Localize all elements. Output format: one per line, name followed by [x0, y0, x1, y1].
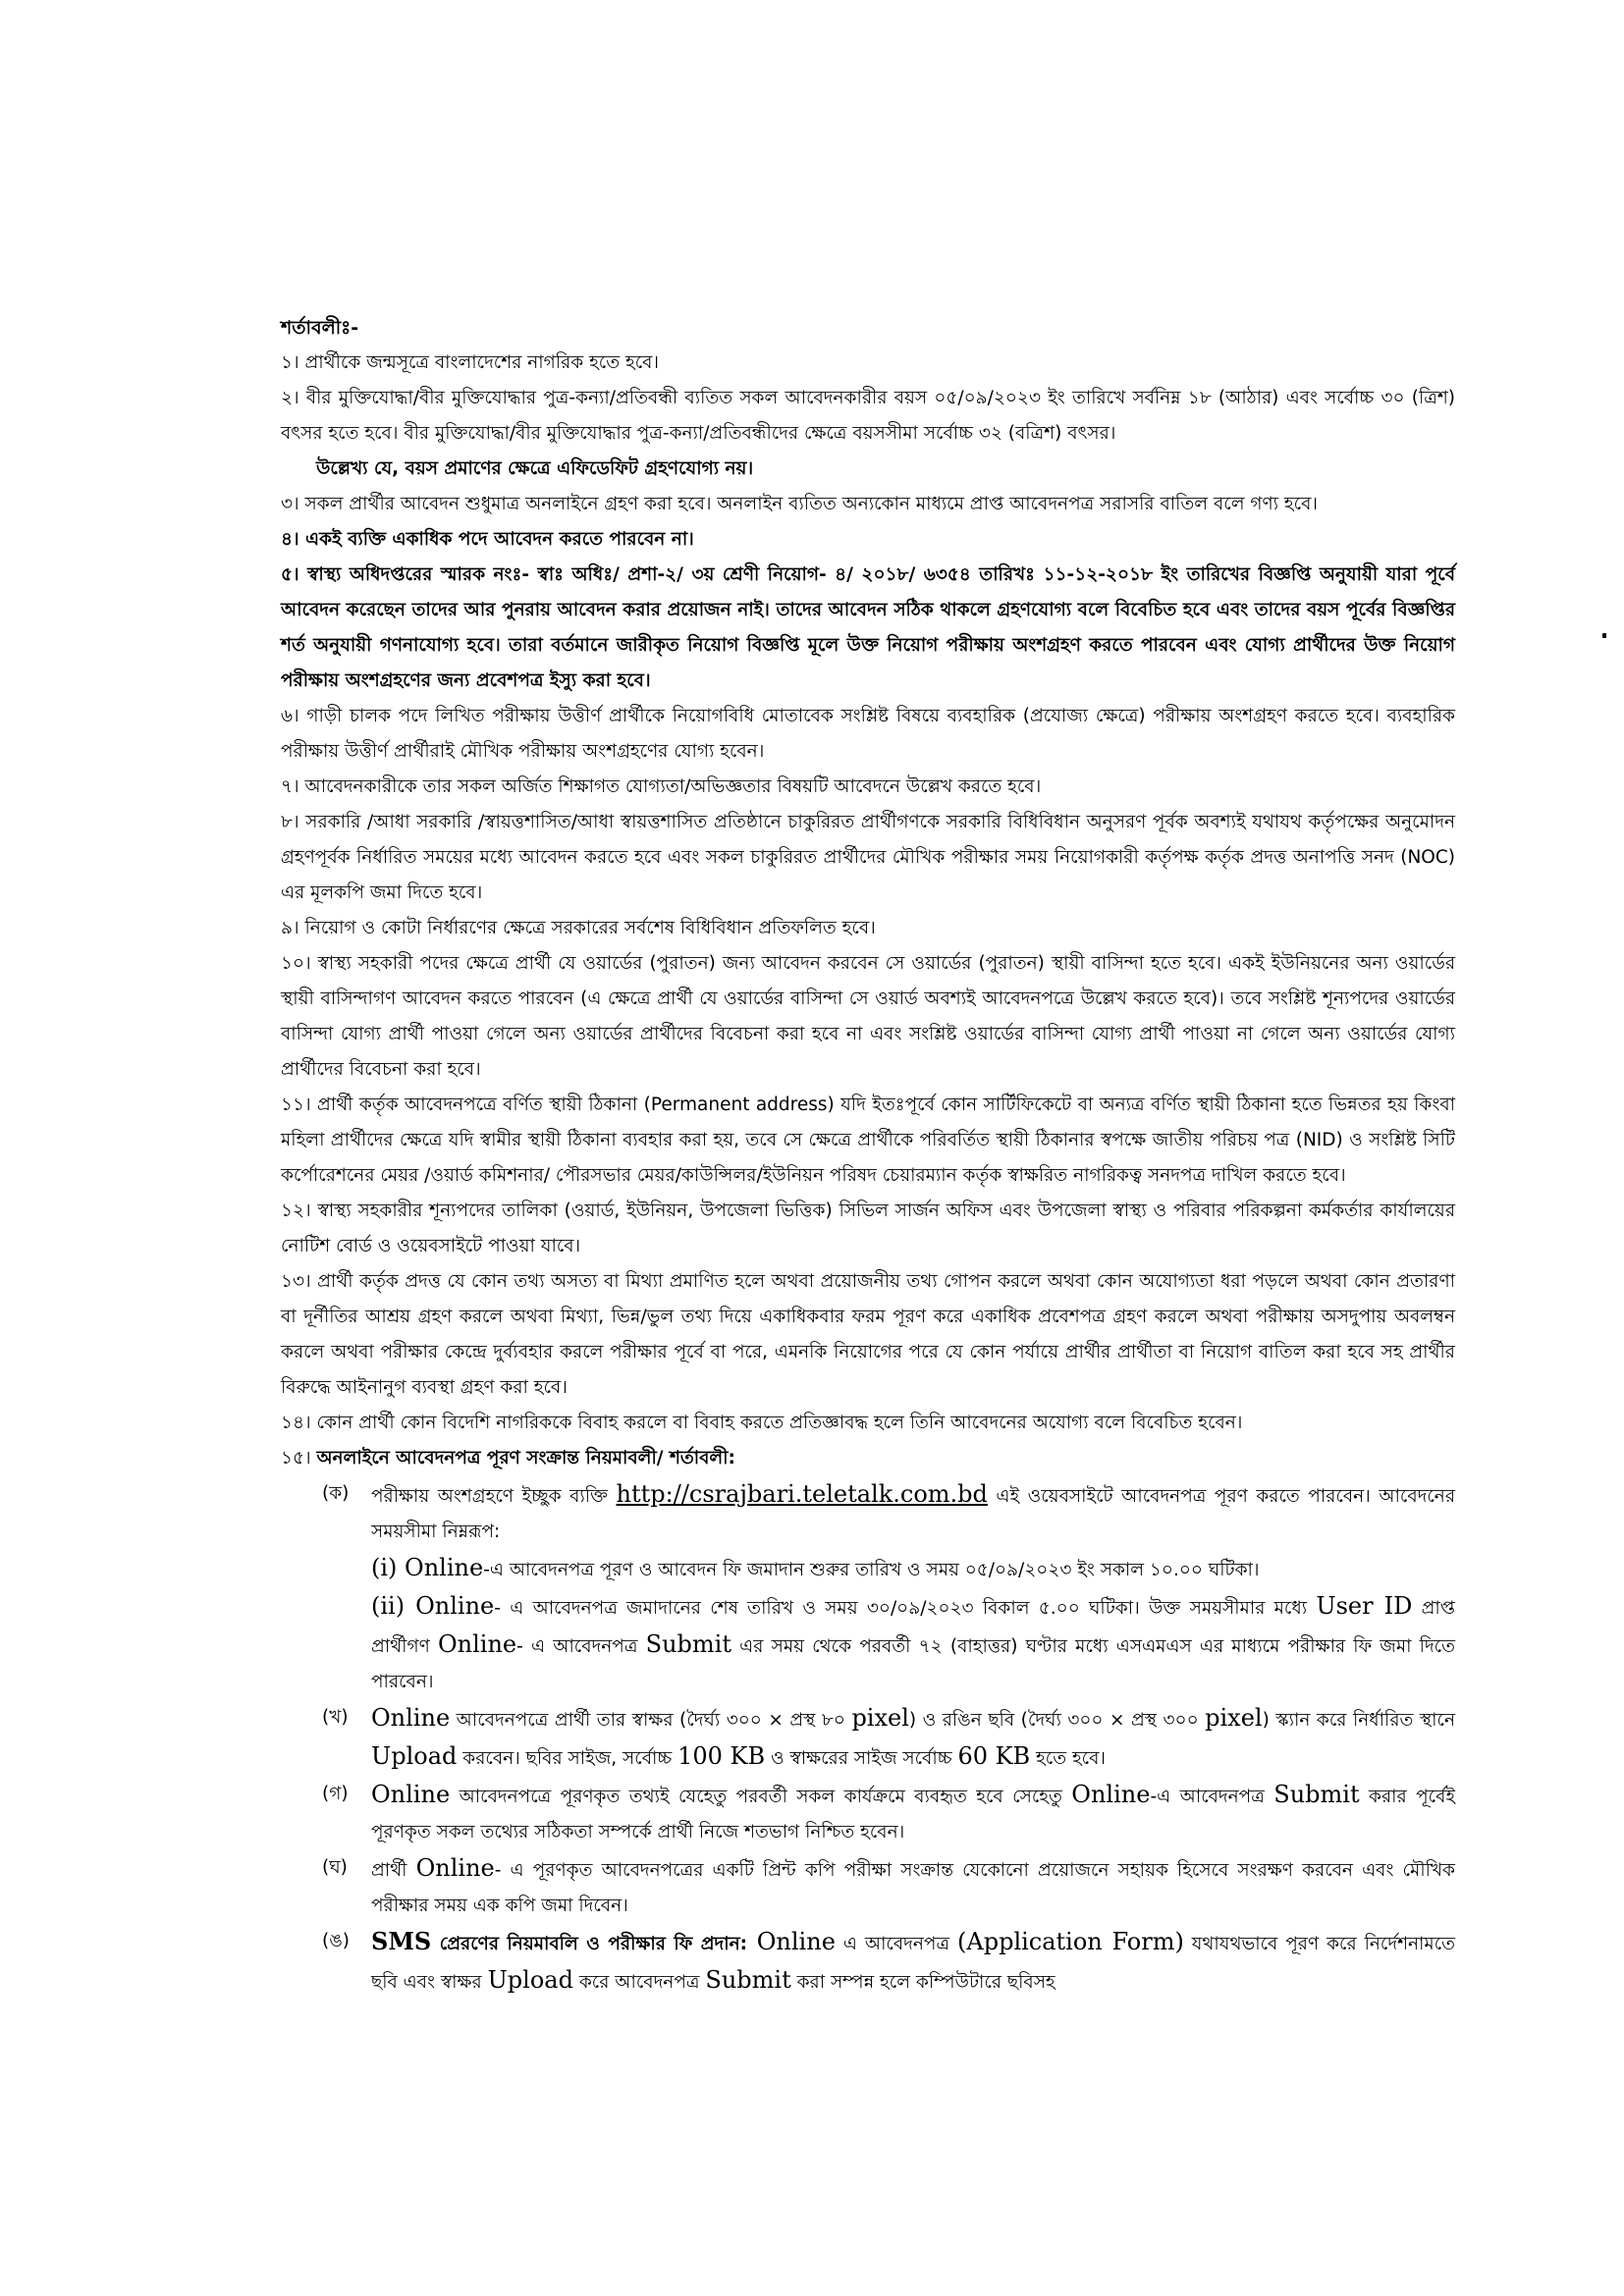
condition-9: ৯। নিয়োগ ও কোটা নির্ধারণের ক্ষেত্রে সরকারের সর্বশেষ বিধিবিধান প্রতিফলিত হবে। — [281, 918, 876, 938]
rule-ka — [322, 1476, 1455, 1700]
rule-kha-text-c: ) স্ক্যান করে নির্ধারিত স্থানে — [1262, 1710, 1455, 1731]
rule-ka-text-b: এই ওয়েবসাইটে আবেদনপত্র পূরণ করতে পারবেন। আবেদনের সময়সীমা নিম্নরূপ: — [371, 1486, 1455, 1542]
rule-kha-body — [371, 1700, 1455, 1777]
rule-uma-submit: Submit — [705, 1966, 791, 1994]
rule-gha-online: Online — [415, 1854, 495, 1882]
condition-4: ৪। একই ব্যক্তি একাধিক পদে আবেদন করতে পারবেন না। — [281, 529, 694, 550]
rule-ga-marker: (গ) — [322, 1784, 349, 1804]
schedule-end-text-c: - এ আবেদনপত্র — [516, 1636, 646, 1657]
online-application-rules — [322, 1476, 1455, 2001]
condition-3: ৩। সকল প্রার্থীর আবেদন শুধুমাত্র অনলাইনে গ্রহণ করা হবে। অনলাইন ব্যতিত অন্যকোন মাধ্যমে প্রাপ্ত আবেদনপত্র সরাসরি বাতিল বলে গণ্য হবে। — [281, 494, 1318, 514]
condition-10: ১০। স্বাস্থ্য সহকারী পদের ক্ষেত্রে প্রার্থী যে ওয়ার্ডের (পুরাতন) জন্য আবেদন করবেন সে ওয়ার্ডের (পুরাতন) স্থায়ী বাসিন্দা হতে হবে। একই ইউনিয়নের অন্য ওয়ার্ডের স্থায়ী বাসিন্দাগণ আবেদন করতে পারবেন (এ ক্ষেত্রে প্রার্থী যে ওয়ার্ডের বাসিন্দা সে ওয়ার্ড অবশ্যই আবেদনপত্রে উল্লেখ করতে হবে)। তবে সংশ্লিষ্ট শূন্যপদের ওয়ার্ডের বাসিন্দা যোগ্য প্রার্থী পাওয়া গেলে অন্য ওয়ার্ডের প্রার্থীদের বিবেচনা করা হবে না এবং সংশ্লিষ্ট ওয়ার্ডের বাসিন্দা যোগ্য প্রার্থী পাওয়া না গেলে অন্য ওয়ার্ডের যোগ্য প্রার্থীদের বিবেচনা করা হবে। — [281, 953, 1455, 1080]
rule-kha-text-d: করবেন। ছবির সাইজ, সর্বোচ্চ — [457, 1748, 678, 1769]
condition-8: ৮। সরকারি /আধা সরকারি /স্বায়ত্তশাসিত/আধা স্বায়ত্তশাসিত প্রতিষ্ঠানে চাকুরিরত প্রার্থীগণকে সরকারি বিধিবিধান অনুসরণ পূর্বক অবশ্যই যথাযথ কর্তৃপক্ষের অনুমোদন গ্রহণপূর্বক নির্ধারিত সময়ের মধ্যে আবেদন করতে হবে এবং সকল চাকুরিরত প্রার্থীদের মৌখিক পরীক্ষার সময় নিয়োগকারী কর্তৃপক্ষ কর্তৃক প্রদত্ত অনাপত্তি সনদ (NOC) এর মূলকপি জমা দিতে হবে। — [281, 812, 1455, 903]
rule-ga-body — [371, 1777, 1455, 1850]
rule-ga-text-c: করার পূর্বেই পূরণকৃত সকল তথ্যের সঠিকতা সম্পর্কে প্রার্থী নিজে শতভাগ নিশ্চিত হবেন। — [371, 1787, 1455, 1842]
rule-uma-title: প্রেরণের নিয়মাবলি ও পরীক্ষার ফি প্রদান: — [431, 1934, 748, 1954]
schedule-end-submit: Submit — [645, 1630, 731, 1658]
condition-13: ১৩। প্রার্থী কর্তৃক প্রদত্ত যে কোন তথ্য অসত্য বা মিথ্যা প্রমাণিত হলে অথবা প্রয়োজনীয় তথ্য গোপন করলে অথবা কোন অযোগ্যতা ধরা পড়লে অথবা কোন প্রতারণা বা দূর্নীতির আশ্রয় গ্রহণ করলে অথবা মিথ্যা, ভিন্ন/ভুল তথ্য দিয়ে একাধিকবার ফরম পূরণ করে একাধিক প্রবেশপত্র গ্রহণ করলে অথবা পরীক্ষায় অসদুপায় অবলম্বন করলে অথবা পরীক্ষার কেন্দ্রে দুর্ব্যবহার করলে পরীক্ষার পূর্বে বা পরে, এমনকি নিয়োগের পরে যে কোন পর্যায়ে প্রার্থীর প্রার্থীতা বা নিয়োগ বাতিল করা হবে সহ প্রার্থীর বিরুদ্ধে আইনানুগ ব্যবস্থা গ্রহণ করা হবে। — [281, 1271, 1455, 1398]
condition-2-note: উল্লেখ্য যে, বয়স প্রমাণের ক্ষেত্রে এফিডেফিট গ্রহণযোগ্য নয়। — [316, 458, 754, 479]
schedule-end-number: (ii) — [371, 1592, 416, 1620]
rule-uma-text-d: করা সম্পন্ন হলে কম্পিউটারে ছবিসহ — [790, 1972, 1056, 1993]
rule-gha-marker: (ঘ) — [322, 1857, 348, 1878]
condition-1: ১। প্রার্থীকে জন্মসূত্রে বাংলাদেশের নাগরিক হতে হবে। — [281, 352, 660, 373]
rule-kha-pixel: pixel — [851, 1704, 909, 1732]
schedule-end-text-a: - এ আবেদনপত্র জমাদানের শেষ তারিখ ও সময় ৩০/০৯/২০২৩ বিকাল ৫.০০ ঘটিকা। উক্ত সময়সীমার মধ্যে — [494, 1598, 1317, 1619]
rule-uma-text-c: করে আবেদনপত্র — [572, 1972, 706, 1993]
rule-kha-text-f: হতে হবে। — [1030, 1748, 1107, 1769]
rule-kha-online: Online — [371, 1704, 451, 1732]
application-website-link[interactable]: http://csrajbari.teletalk.com.bd — [616, 1480, 988, 1508]
condition-6: ৬। গাড়ী চালক পদে লিখিত পরীক্ষায় উত্তীর্ণ প্রার্থীকে নিয়োগবিধি মোতাবেক সংশ্লিষ্ট বিষয়ে ব্যবহারিক (প্রযোজ্য ক্ষেত্রে) পরীক্ষায় অংশগ্রহণ করতে হবে। ব্যবহারিক পরীক্ষায় উত্তীর্ণ প্রার্থীরাই মৌখিক পরীক্ষায় অংশগ্রহণের যোগ্য হবেন। — [281, 706, 1455, 762]
schedule-start-number: (i) — [371, 1554, 406, 1581]
rule-uma-application-form: (Application Form) — [957, 1928, 1184, 1955]
rule-gha — [322, 1850, 1455, 1924]
rule-gha-text-a: প্রার্থী — [371, 1860, 416, 1881]
rule-ka-schedule-start — [371, 1550, 1455, 1588]
rule-kha-text-e: ও স্বাক্ষরের সাইজ সর্বোচ্চ — [765, 1748, 958, 1769]
schedule-end-text-d: এর সময় থেকে পরবর্তী ৭২ (বাহাত্তর) ঘণ্টার মধ্যে এসএমএস এর মাধ্যমে পরীক্ষার ফি জমা দিতে পারবেন। — [371, 1636, 1455, 1692]
schedule-start-online: Online — [405, 1554, 484, 1581]
condition-15 — [281, 1441, 1455, 1476]
rule-uma — [322, 1924, 1455, 2001]
schedule-start-text: -এ আবেদনপত্র পূরণ ও আবেদন ফি জমাদান শুরুর তারিখ ও সময় ০৫/০৯/২০২৩ ইং সকাল ১০.০০ ঘটিকা। — [483, 1560, 1260, 1580]
condition-11: ১১। প্রার্থী কর্তৃক আবেদনপত্রে বর্ণিত স্থায়ী ঠিকানা (Permanent address) যদি ইতঃপূর্বে কোন সার্টিফিকেটে বা অন্যত্র বর্ণিত স্থায়ী ঠিকানা হতে ভিন্নতর হয় কিংবা মহিলা প্রার্থীদের ক্ষেত্রে যদি স্বামীর স্থায়ী ঠিকানা ব্যবহার করা হয়, তবে সে ক্ষেত্রে প্রার্থীকে পরিবর্তিত স্থায়ী ঠিকানার স্বপক্ষে জাতীয় পরিচয় পত্র (NID) ও সংশ্লিষ্ট সিটি কর্পোরেশনের মেয়র /ওয়ার্ড কমিশনার/ পৌরসভার মেয়র/কাউন্সিলর/ইউনিয়ন পরিষদ চেয়ারম্যান কর্তৃক স্বাক্ষরিত নাগরিকত্ব সনদপত্র দাখিল করতে হবে। — [281, 1095, 1455, 1186]
scan-speck — [1602, 633, 1606, 638]
rule-kha-text-a: আবেদনপত্রে প্রার্থী তার স্বাক্ষর (দৈর্ঘ্য ৩০০ × প্রস্থ ৮০ — [450, 1710, 852, 1731]
rule-kha-marker: (খ) — [322, 1707, 349, 1728]
rule-uma-text-a: এ আবেদনপত্র — [835, 1934, 958, 1954]
condition-2: ২। বীর মুক্তিযোদ্ধা/বীর মুক্তিযোদ্ধার পুত্র-কন্যা/প্রতিবন্ধী ব্যতিত সকল আবেদনকারীর বয়স ০৫/০৯/২০২৩ ইং তারিখে সর্বনিম্ন ১৮ (আঠার) এবং সর্বোচ্চ ৩০ (ত্রিশ) বৎসর হতে হবে। বীর মুক্তিযোদ্ধা/বীর মুক্তিযোদ্ধার পুত্র-কন্যা/প্রতিবন্ধীদের ক্ষেত্রে বয়সসীমা সর্বোচ্চ ৩২ (বত্রিশ) বৎসর। — [281, 388, 1455, 444]
rule-ga — [322, 1777, 1455, 1850]
condition-5: ৫। স্বাস্থ্য অধিদপ্তরের স্মারক নংঃ- স্বাঃ অধিঃ/ প্রশা-২/ ৩য় শ্রেণী নিয়োগ- ৪/ ২০১৮/ ৬৩৫৪ তারিখঃ ১১-১২-২০১৮ ইং তারিখের বিজ্ঞপ্তি অনুযায়ী যারা পূর্বে আবেদন করেছেন তাদের আর পুনরায় আবেদন করার প্রয়োজন নাই। তাদের আবেদন সঠিক থাকলে গ্রহণযোগ্য বলে বিবেচিত হবে এবং তাদের বয়স পূর্বের বিজ্ঞপ্তির শর্ত অনুযায়ী গণনাযোগ্য হবে। তারা বর্তমানে জারীকৃত নিয়োগ বিজ্ঞপ্তি মূলে উক্ত নিয়োগ পরীক্ষায় অংশগ্রহণ করতে পারবেন এবং যোগ্য প্রার্থীদের উক্ত নিয়োগ পরীক্ষায় অংশগ্রহণের জন্য প্রবেশপত্র ইস্যু করা হবে। — [281, 564, 1455, 691]
rule-uma-online: Online — [747, 1928, 836, 1955]
schedule-end-userid: User ID — [1316, 1592, 1413, 1620]
rule-uma-upload: Upload — [487, 1966, 573, 1994]
rule-kha-text-b: ) ও রঙিন ছবি (দৈর্ঘ্য ৩০০ × প্রস্থ ৩০০ — [908, 1710, 1206, 1731]
rule-uma-body — [371, 1924, 1455, 2001]
rule-ka-marker: (ক) — [322, 1483, 350, 1504]
schedule-end-online-2: Online — [437, 1630, 517, 1658]
rule-gha-body — [371, 1850, 1455, 1924]
rule-ga-online-2: Online — [1071, 1781, 1151, 1808]
schedule-end-online: Online — [415, 1592, 495, 1620]
document-page — [281, 310, 1455, 2001]
rule-ga-submit: Submit — [1273, 1781, 1360, 1808]
condition-15-title: অনলাইনে আবেদনপত্র পূরণ সংক্রান্ত নিয়মাবলী/ শর্তাবলী: — [316, 1448, 735, 1468]
rule-kha-photo-size: 100 KB — [677, 1742, 766, 1770]
rule-ka-schedule-end — [371, 1588, 1455, 1700]
condition-7: ৭। আবেদনকারীকে তার সকল অর্জিত শিক্ষাগত যোগ্যতা/অভিজ্ঞতার বিষয়টি আবেদনে উল্লেখ করতে হবে। — [281, 776, 1042, 797]
schedule-end-text-b: প্রাপ্ত প্রার্থীগণ — [371, 1598, 1455, 1657]
rule-kha-pixel-2: pixel — [1205, 1704, 1263, 1732]
condition-15-number: ১৫। — [281, 1448, 311, 1468]
rule-kha — [322, 1700, 1455, 1777]
condition-14: ১৪। কোন প্রার্থী কোন বিদেশি নাগরিককে বিবাহ করলে বা বিবাহ করতে প্রতিজ্ঞাবদ্ধ হলে তিনি আবেদনের অযোগ্য বলে বিবেচিত হবেন। — [281, 1413, 1243, 1433]
rule-uma-marker: (ঙ) — [322, 1931, 351, 1951]
rule-ga-text-b: -এ আবেদনপত্র — [1150, 1787, 1274, 1807]
rule-gha-text-b: - এ পূরণকৃত আবেদনপত্রের একটি প্রিন্ট কপি পরীক্ষা সংক্রান্ত যেকোনো প্রয়োজনে সহায়ক হিসেবে সংরক্ষণ করবেন এবং মৌখিক পরীক্ষার সময় এক কপি জমা দিবেন। — [371, 1860, 1456, 1916]
rule-kha-signature-size: 60 KB — [957, 1742, 1031, 1770]
rule-ga-text-a: আবেদনপত্রে পূরণকৃত তথ্যই যেহেতু পরবর্তী সকল কার্যক্রমে ব্যবহৃত হবে সেহেতু — [450, 1787, 1072, 1807]
condition-12: ১২। স্বাস্থ্য সহকারীর শূন্যপদের তালিকা (ওয়ার্ড, ইউনিয়ন, উপজেলা ভিত্তিক) সিভিল সার্জন অফিস এবং উপজেলা স্বাস্থ্য ও পরিবার পরিকল্পনা কর্মকর্তার কার্যালয়ের নোটিশ বোর্ড ও ওয়েবসাইটে পাওয়া যাবে। — [281, 1201, 1455, 1256]
rule-uma-sms: SMS — [371, 1927, 432, 1955]
rule-kha-upload: Upload — [371, 1742, 458, 1770]
rule-uma-text-b: যথাযথভাবে পূরণ করে নির্দেশনামতে ছবি এবং স্বাক্ষর — [371, 1934, 1456, 1993]
conditions-heading: শর্তাবলীঃ- — [281, 317, 359, 339]
rule-ka-body — [371, 1476, 1455, 1700]
rule-ga-online: Online — [371, 1781, 451, 1808]
rule-ka-text-a: পরীক্ষায় অংশগ্রহণে ইচ্ছুক ব্যক্তি — [371, 1486, 617, 1507]
